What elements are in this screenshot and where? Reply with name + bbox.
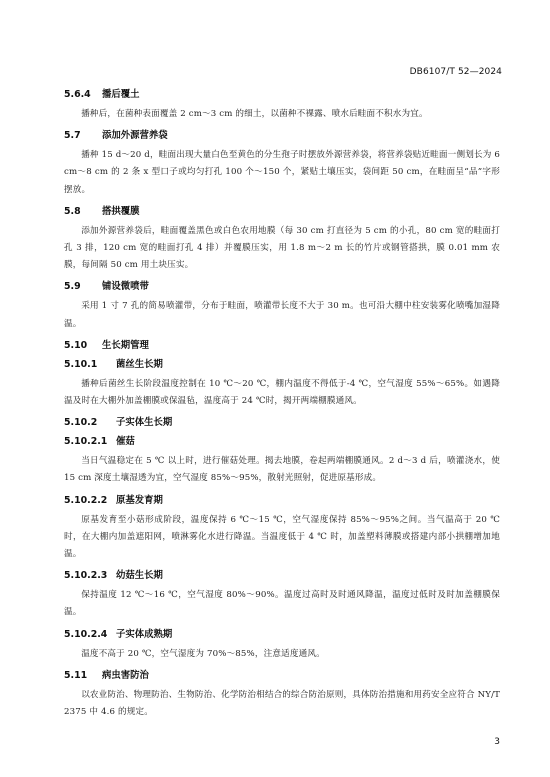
section-number: 5.7 [64,130,81,142]
section-heading-5-10-2-2 [64,494,500,507]
document-content [64,82,500,727]
paragraph: 原基发育至小菇形成阶段，温度保持 6 ℃～15 ℃，空气湿度保持 85%～95%之间。当气温高于 20 ℃ 时，在大棚内加盖遮阳网，喷淋雾化水进行降温。当温度低于 4 ℃ 时，加盖塑料薄膜或搭建内部小拱棚增加地温。 [64,514,500,560]
section-number: 5.10 [64,339,88,351]
section-heading-5-8 [64,205,500,218]
document-code: DB6107/T 52—2024 [409,67,502,77]
section-number: 5.9 [64,281,81,293]
paragraph: 播种 15 d～20 d，畦面出现大量白色至黄色的分生孢子时摆放外源营养袋，将营养袋贴近畦面一侧划长为 6 cm～8 cm 的 2 条 x 型口子或均匀打孔 100 个～150 个，紧贴土壤压实，袋间距 50 cm，在畦面呈“品”字形摆放。 [64,150,500,195]
section-title: 催菇 [116,436,135,448]
paragraph: 播种后菌丝生长阶段温度控制在 10 ℃～20 ℃，棚内温度不得低于-4 ℃，空气湿度 55%～65%。如遇降温及时在大棚外加盖棚膜或保温毡，温度高于 24 ℃时，揭开两端棚膜通风。 [64,378,500,407]
section-number: 5.10.2.3 [64,570,108,582]
section-heading-5-6-4 [64,88,500,101]
section-title: 子实体生长期 [116,417,173,429]
page-number: 3 [494,737,500,747]
section-title: 幼菇生长期 [116,570,163,582]
section-number: 5.10.1 [64,358,98,370]
paragraph: 温度不高于 20 ℃，空气湿度为 70%～85%，注意适度通风。 [81,648,325,659]
paragraph: 以农业防治、物理防治、生物防治、化学防治相结合的综合防治原则，具体防治措施和用药安全应符合 NY/T 2375 中 4.6 的规定。 [64,689,500,718]
section-title: 病虫害防治 [102,669,149,681]
paragraph: 保持温度 12 ℃～16 ℃，空气湿度 80%～90%。温度过高时及时通风降温，温度过低时及时加盖棚膜保温。 [64,590,500,618]
section-heading-5-10 [64,339,500,352]
section-heading-5-9 [64,280,500,293]
section-heading-5-10-2 [64,416,500,429]
section-heading-5-10-1 [64,358,500,371]
section-heading-5-10-2-4 [64,628,500,641]
section-number: 5.10.2.1 [64,436,108,448]
paragraph: 采用 1 寸 7 孔的简易喷灌带，分布于畦面，喷灌带长度不大于 30 m。也可沿大棚中柱安装雾化喷嘴加湿降温。 [64,301,500,329]
section-title: 菌丝生长期 [116,358,163,370]
section-heading-5-7 [64,129,500,142]
section-title: 子实体成熟期 [116,628,173,640]
section-title: 搭拱覆膜 [102,205,140,217]
section-number: 5.8 [64,205,81,217]
paragraph: 播种后，在菌种表面覆盖 2 cm～3 cm 的细土，以菌种不裸露、喷水后畦面不积水为宜。 [81,109,428,119]
section-title: 生长期管理 [102,339,149,351]
section-heading-5-10-2-3 [64,569,500,582]
section-number: 5.10.2.2 [64,494,108,506]
section-heading-5-10-2-1 [64,435,500,448]
section-title: 添加外源营养袋 [102,130,168,142]
section-title: 原基发育期 [116,494,163,506]
section-title: 铺设微喷带 [102,281,149,293]
section-number: 5.6.4 [64,89,91,100]
section-number: 5.10.2.4 [64,628,108,640]
section-title: 播后覆土 [102,89,140,100]
section-number: 5.11 [64,669,88,681]
section-number: 5.10.2 [64,417,98,429]
section-heading-5-11 [64,669,500,682]
paragraph: 当日气温稳定在 5 ℃ 以上时，进行催菇处理。揭去地膜，卷起两端棚膜通风。2 d～3 d 后，喷灌浇水，使 15 cm 深度土壤湿透为宜，空气湿度 85%～95%，散射光照射，促进原基形成。 [64,456,500,484]
paragraph: 添加外源营养袋后，畦面覆盖黑色或白色农用地膜（每 30 cm 打直径为 5 cm 的小孔，80 cm 宽的畦面打孔 3 排，120 cm 宽的畦面打孔 4 排）并覆膜压实，用 1.8 m～2 m 长的竹片或钢管搭拱，膜 0.01 mm 农膜，每间隔 50 cm 用土块压实。 [64,225,500,271]
